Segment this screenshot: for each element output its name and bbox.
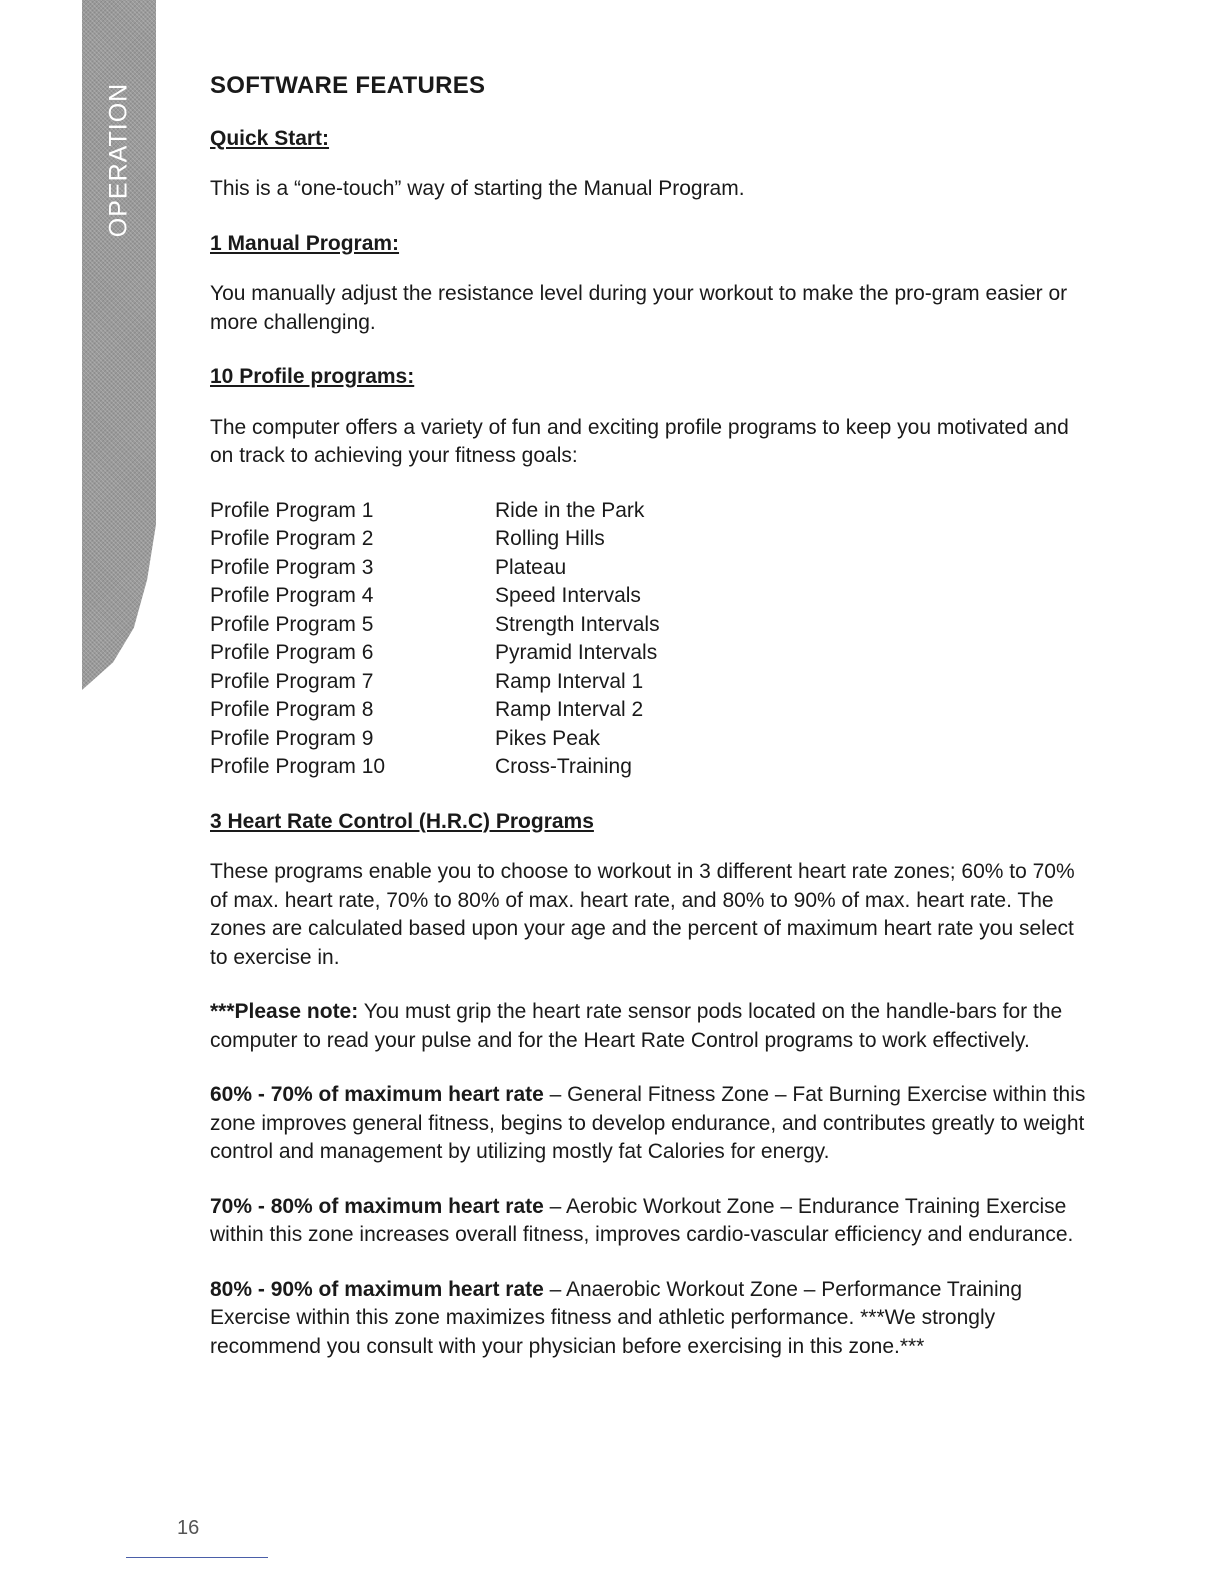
- footer-divider: [126, 1557, 268, 1558]
- section-side-tab-label: OPERATION: [104, 82, 133, 238]
- zone-label: 70% - 80% of maximum heart rate: [210, 1194, 544, 1218]
- manual-program-text: You manually adjust the resistance level during your workout to make the pro-gram easier or more challenging.: [210, 282, 1068, 334]
- profile-program-list: [210, 497, 1090, 782]
- zone-text: – General Fitness Zone – Fat Burning Exercise within this zone improves general fitness, begins to develop endurance, and contributes greatly to weight control and management by utilizing mostly fat Calories for energy.: [210, 1083, 1086, 1163]
- please-note-paragraph: [210, 998, 1090, 1055]
- profile-program-number: Profile Program 6: [210, 641, 374, 664]
- zone-paragraph: [210, 1081, 1090, 1167]
- profile-program-number: Profile Program 4: [210, 584, 374, 607]
- profile-programs-heading: 10 Profile programs:: [210, 365, 415, 388]
- please-note-label: ***Please note:: [210, 1000, 359, 1023]
- page-content: [210, 72, 1090, 1387]
- profile-program-number: Profile Program 2: [210, 527, 374, 550]
- profile-program-name: Speed Intervals: [495, 584, 641, 607]
- profile-program-name: Ramp Interval 2: [495, 698, 644, 721]
- profile-program-number: Profile Program 10: [210, 755, 386, 778]
- zone-paragraph: [210, 1193, 1090, 1250]
- page-title: SOFTWARE FEATURES: [210, 72, 486, 99]
- zone-text: – Aerobic Workout Zone – Endurance Training Exercise within this zone increases overall fitness, improves cardio-vascular efficiency and endurance.: [210, 1194, 1074, 1246]
- profile-program-name: Pyramid Intervals: [495, 641, 658, 664]
- profile-program-number: Profile Program 1: [210, 498, 374, 522]
- profile-programs-intro: The computer offers a variety of fun and exciting profile programs to keep you motivated and on track to achieving your fitness goals:: [210, 415, 1069, 467]
- profile-program-number: Profile Program 5: [210, 612, 374, 636]
- profile-program-name: Ride in the Park: [495, 498, 645, 522]
- zone-label: 80% - 90% of maximum heart rate: [210, 1277, 544, 1301]
- profile-program-number: Profile Program 7: [210, 669, 374, 693]
- zone-label: 60% - 70% of maximum heart rate: [210, 1083, 544, 1106]
- profile-program-name: Cross-Training: [495, 755, 632, 778]
- zone-paragraph: [210, 1276, 1090, 1362]
- profile-program-number: Profile Program 8: [210, 698, 374, 721]
- profile-program-name: Ramp Interval 1: [495, 669, 644, 693]
- hrc-programs-heading: 3 Heart Rate Control (H.R.C) Programs: [210, 809, 594, 833]
- please-note-text: You must grip the heart rate sensor pods located on the handle-bars for the computer to read your pulse and for the Heart Rate Control programs to work effectively.: [210, 1000, 1063, 1052]
- manual-program-heading: 1 Manual Program:: [210, 231, 400, 255]
- quick-start-text: This is a “one-touch” way of starting the Manual Program.: [210, 177, 745, 200]
- profile-program-name: Rolling Hills: [495, 527, 605, 550]
- profile-program-name: Strength Intervals: [495, 612, 660, 636]
- quick-start-heading: Quick Start:: [210, 126, 330, 150]
- profile-program-number: Profile Program 9: [210, 726, 374, 750]
- hrc-programs-text: These programs enable you to choose to workout in 3 different heart rate zones; 60% to 70% of max. heart rate, 70% to 80% of max. heart rate, and 80% to 90% of max. heart rate. The zones are calculated based upon your age and the percent of maximum heart rate you select to exercise in.: [210, 860, 1075, 969]
- zone-text: – Anaerobic Workout Zone – Performance Training Exercise within this zone maximizes fitness and athletic performance. ***We strongly recommend you consult with your physician before exercising in this zone.***: [210, 1277, 1022, 1358]
- page-number: 16: [177, 1517, 200, 1539]
- profile-program-name: Pikes Peak: [495, 726, 601, 750]
- profile-program-name: Plateau: [495, 555, 567, 579]
- profile-program-number: Profile Program 3: [210, 555, 374, 579]
